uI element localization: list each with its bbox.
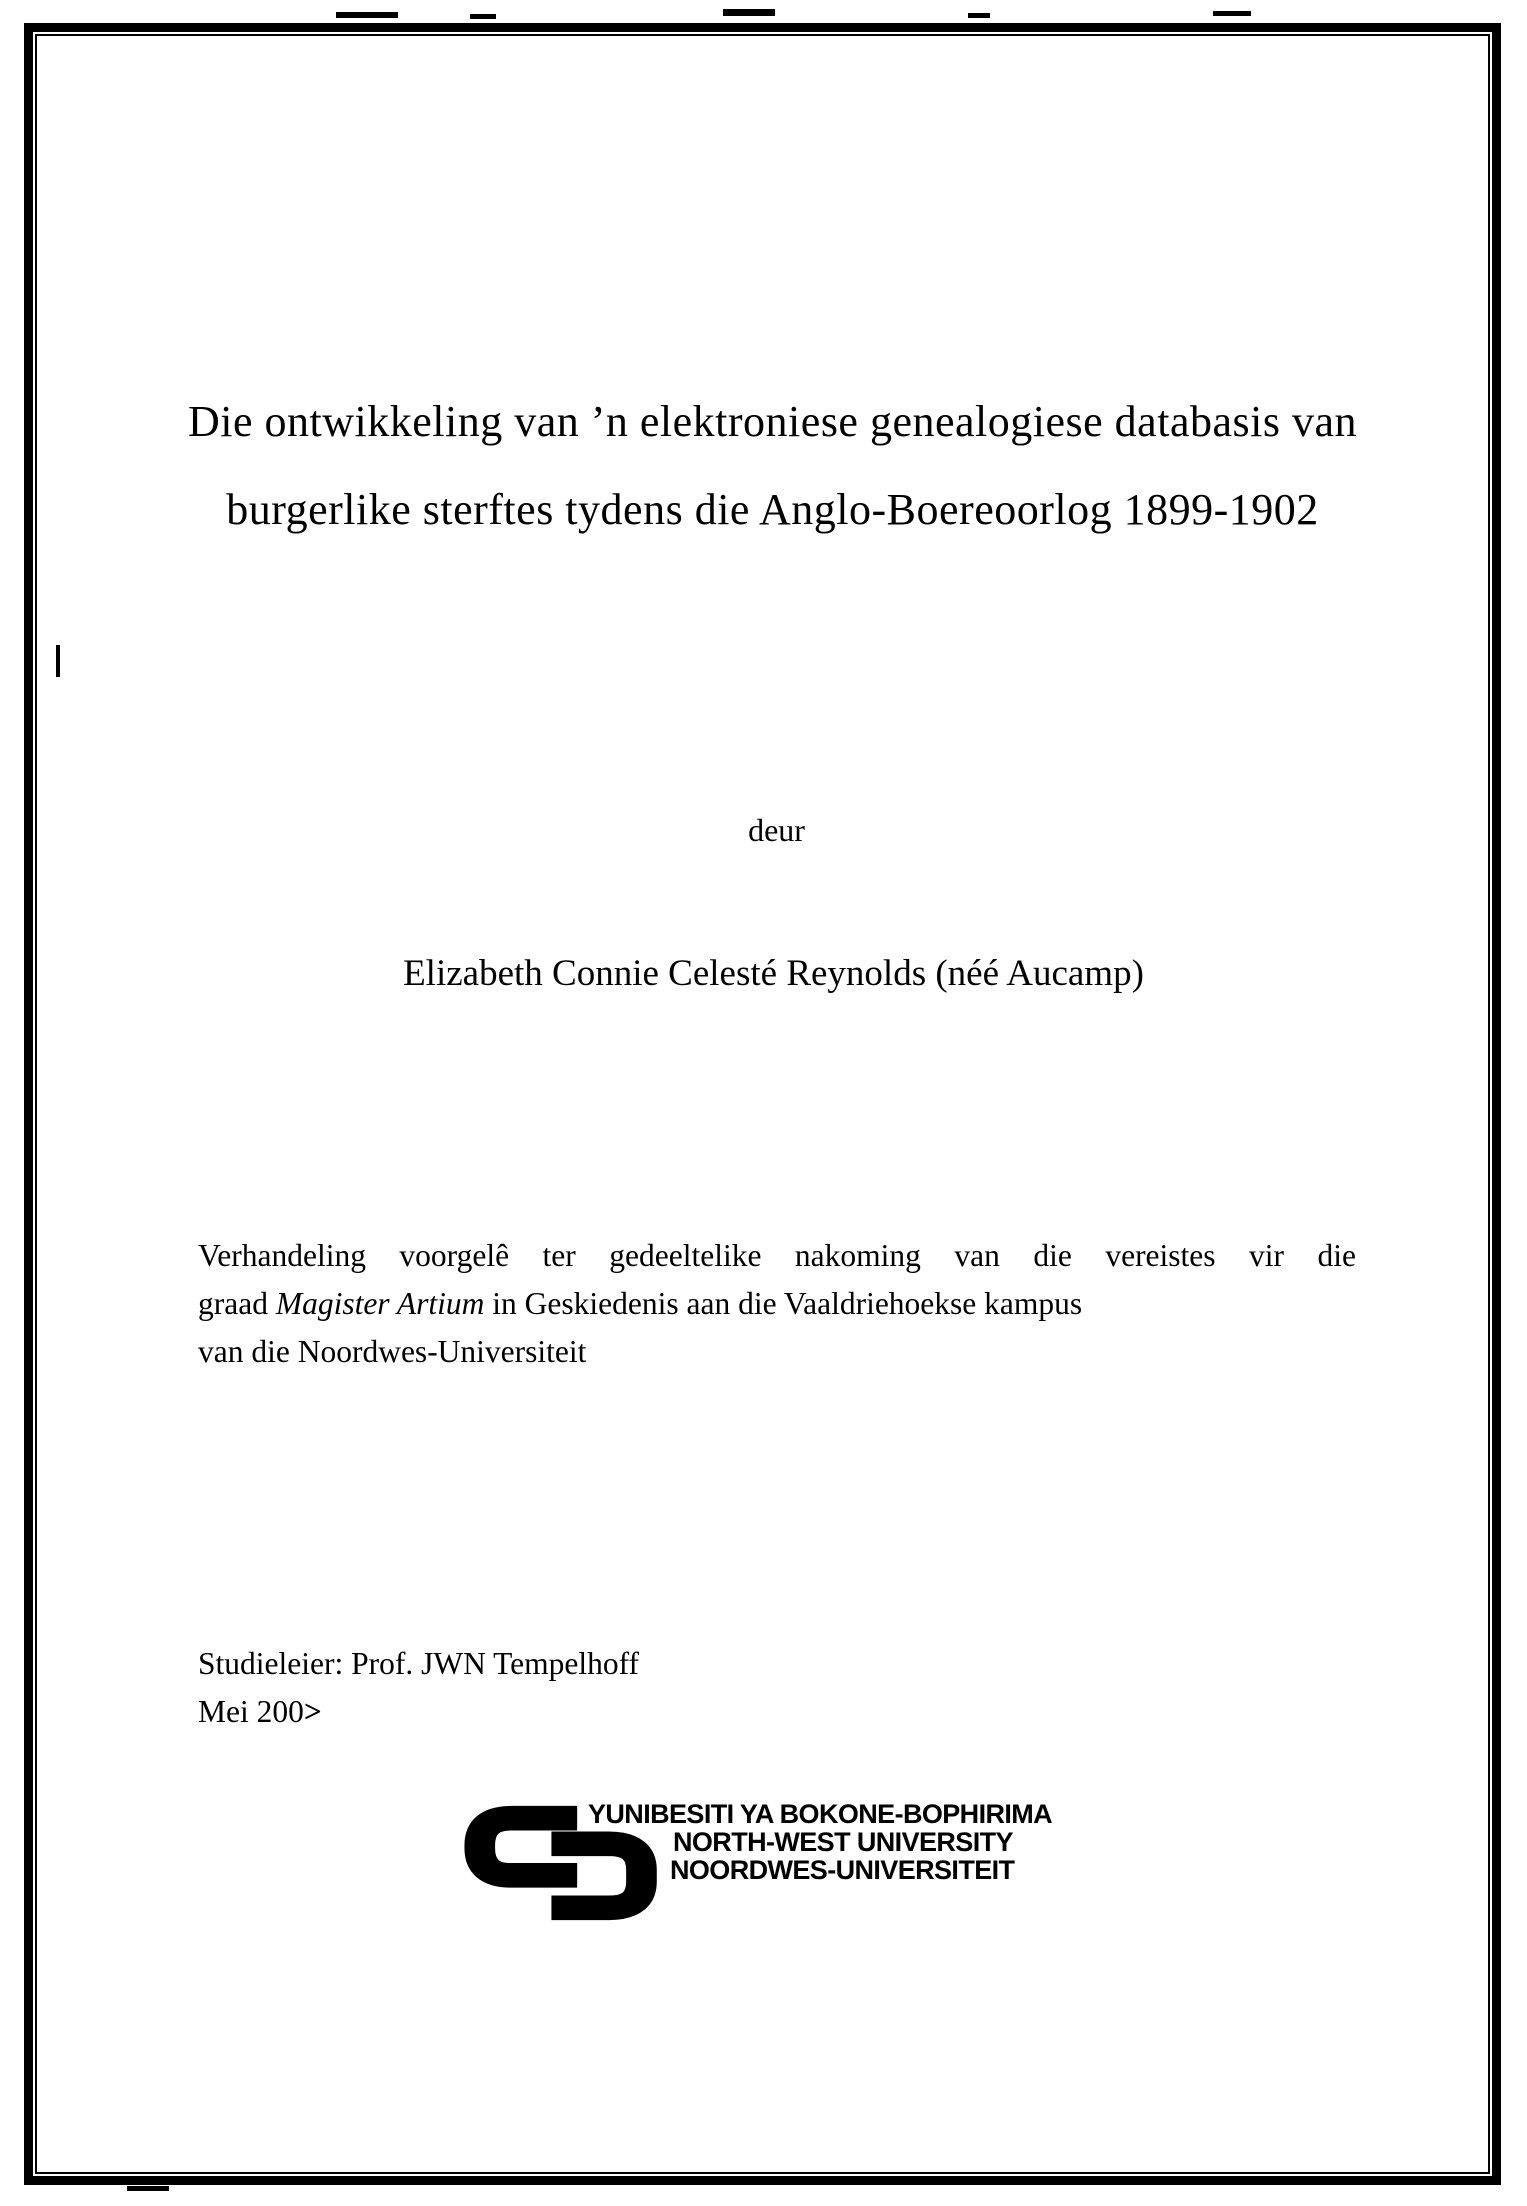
byline-label: deur xyxy=(748,812,805,848)
footer-block xyxy=(198,1640,639,1736)
thesis-description xyxy=(198,1232,1356,1376)
logo-text-line-1: YUNIBESITI YA BOKONE-BOPHIRIMA xyxy=(588,1799,1053,1829)
date-last-digit: > xyxy=(303,1694,321,1729)
scan-artifact xyxy=(968,13,990,18)
title-line-1: Die ontwikkeling van ’n elektroniese genealogiese databasis van xyxy=(187,397,1357,446)
title-line-2: burgerlike sterftes tydens die Anglo-Boereoorlog 1899-1902 xyxy=(226,485,1319,534)
degree-name: Magister Artium xyxy=(275,1286,485,1321)
author-name: Elizabeth Connie Celesté Reynolds (néé Aucamp) xyxy=(403,953,1144,994)
date-prefix: Mei 200 xyxy=(198,1694,304,1729)
description-line-2-suffix: in Geskiedenis aan die Vaaldriehoekse kampus xyxy=(484,1286,1083,1321)
description-line-2 xyxy=(198,1280,1356,1328)
logo-text-line-2: NORTH-WEST UNIVERSITY xyxy=(673,1827,1013,1857)
supervisor-line: Studieleier: Prof. JWN Tempelhoff xyxy=(198,1646,640,1681)
scan-artifact xyxy=(127,2186,169,2191)
thesis-title xyxy=(40,378,1487,554)
scan-artifact xyxy=(723,9,775,16)
nwu-logo-text xyxy=(588,1800,1052,1884)
scan-artifact xyxy=(336,12,398,18)
date-line xyxy=(198,1688,639,1736)
description-line-3: van die Noordwes-Universiteit xyxy=(198,1334,587,1369)
description-line-1: Verhandeling voorgelê ter gedeeltelike nakoming van die vereistes vir die xyxy=(198,1238,1356,1273)
scan-artifact xyxy=(470,14,496,19)
scan-artifact xyxy=(56,645,60,677)
scan-artifact xyxy=(1213,11,1251,16)
description-line-2-prefix: graad xyxy=(198,1286,276,1321)
logo-text-line-3: NOORDWES-UNIVERSITEIT xyxy=(670,1855,1015,1885)
